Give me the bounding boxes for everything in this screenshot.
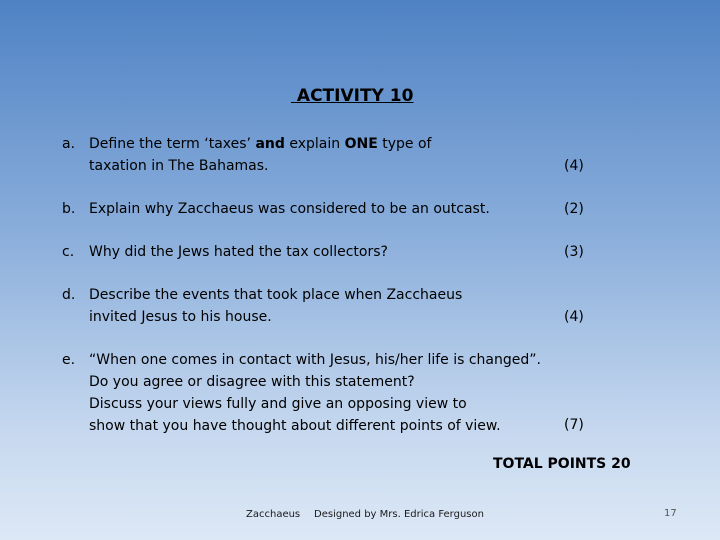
question-letter: a. xyxy=(62,136,76,152)
footer-author: Designed by Mrs. Edrica Ferguson xyxy=(314,509,484,520)
activity-title: ACTIVITY 10 xyxy=(291,86,414,106)
question-c-line-1: Why did the Jews hated the tax collectors? xyxy=(89,244,388,260)
question-e-line-4: show that you have thought about different points of view. xyxy=(89,418,501,434)
question-d-points: (4) xyxy=(564,309,584,325)
question-a-points: (4) xyxy=(564,158,584,174)
total-points: TOTAL POINTS 20 xyxy=(493,456,631,472)
question-e-line-1: “When one comes in contact with Jesus, his/her life is changed”. xyxy=(89,352,541,368)
emphasis-one: ONE xyxy=(344,136,378,152)
question-a-line-2: taxation in The Bahamas. xyxy=(89,158,269,174)
question-letter: e. xyxy=(62,352,76,368)
question-letter: c. xyxy=(62,244,75,260)
question-letter: d. xyxy=(62,287,76,303)
emphasis-and: and xyxy=(255,136,285,152)
question-d-line-2: invited Jesus to his house. xyxy=(89,309,272,325)
page-number: 17 xyxy=(664,508,677,519)
question-c-points: (3) xyxy=(564,244,584,260)
question-b-line-1: Explain why Zacchaeus was considered to be an outcast. xyxy=(89,201,490,217)
question-e-line-2: Do you agree or disagree with this statement? xyxy=(89,374,415,390)
question-letter: b. xyxy=(62,201,76,217)
question-e-line-3: Discuss your views fully and give an opposing view to xyxy=(89,396,467,412)
question-b-points: (2) xyxy=(564,201,584,217)
question-d-line-1: Describe the events that took place when Zacchaeus xyxy=(89,287,463,303)
question-e-points: (7) xyxy=(564,417,584,433)
question-a-line-1: Define the term ‘taxes’ and explain ONE type of xyxy=(89,136,432,152)
footer-topic: Zacchaeus xyxy=(246,509,301,520)
